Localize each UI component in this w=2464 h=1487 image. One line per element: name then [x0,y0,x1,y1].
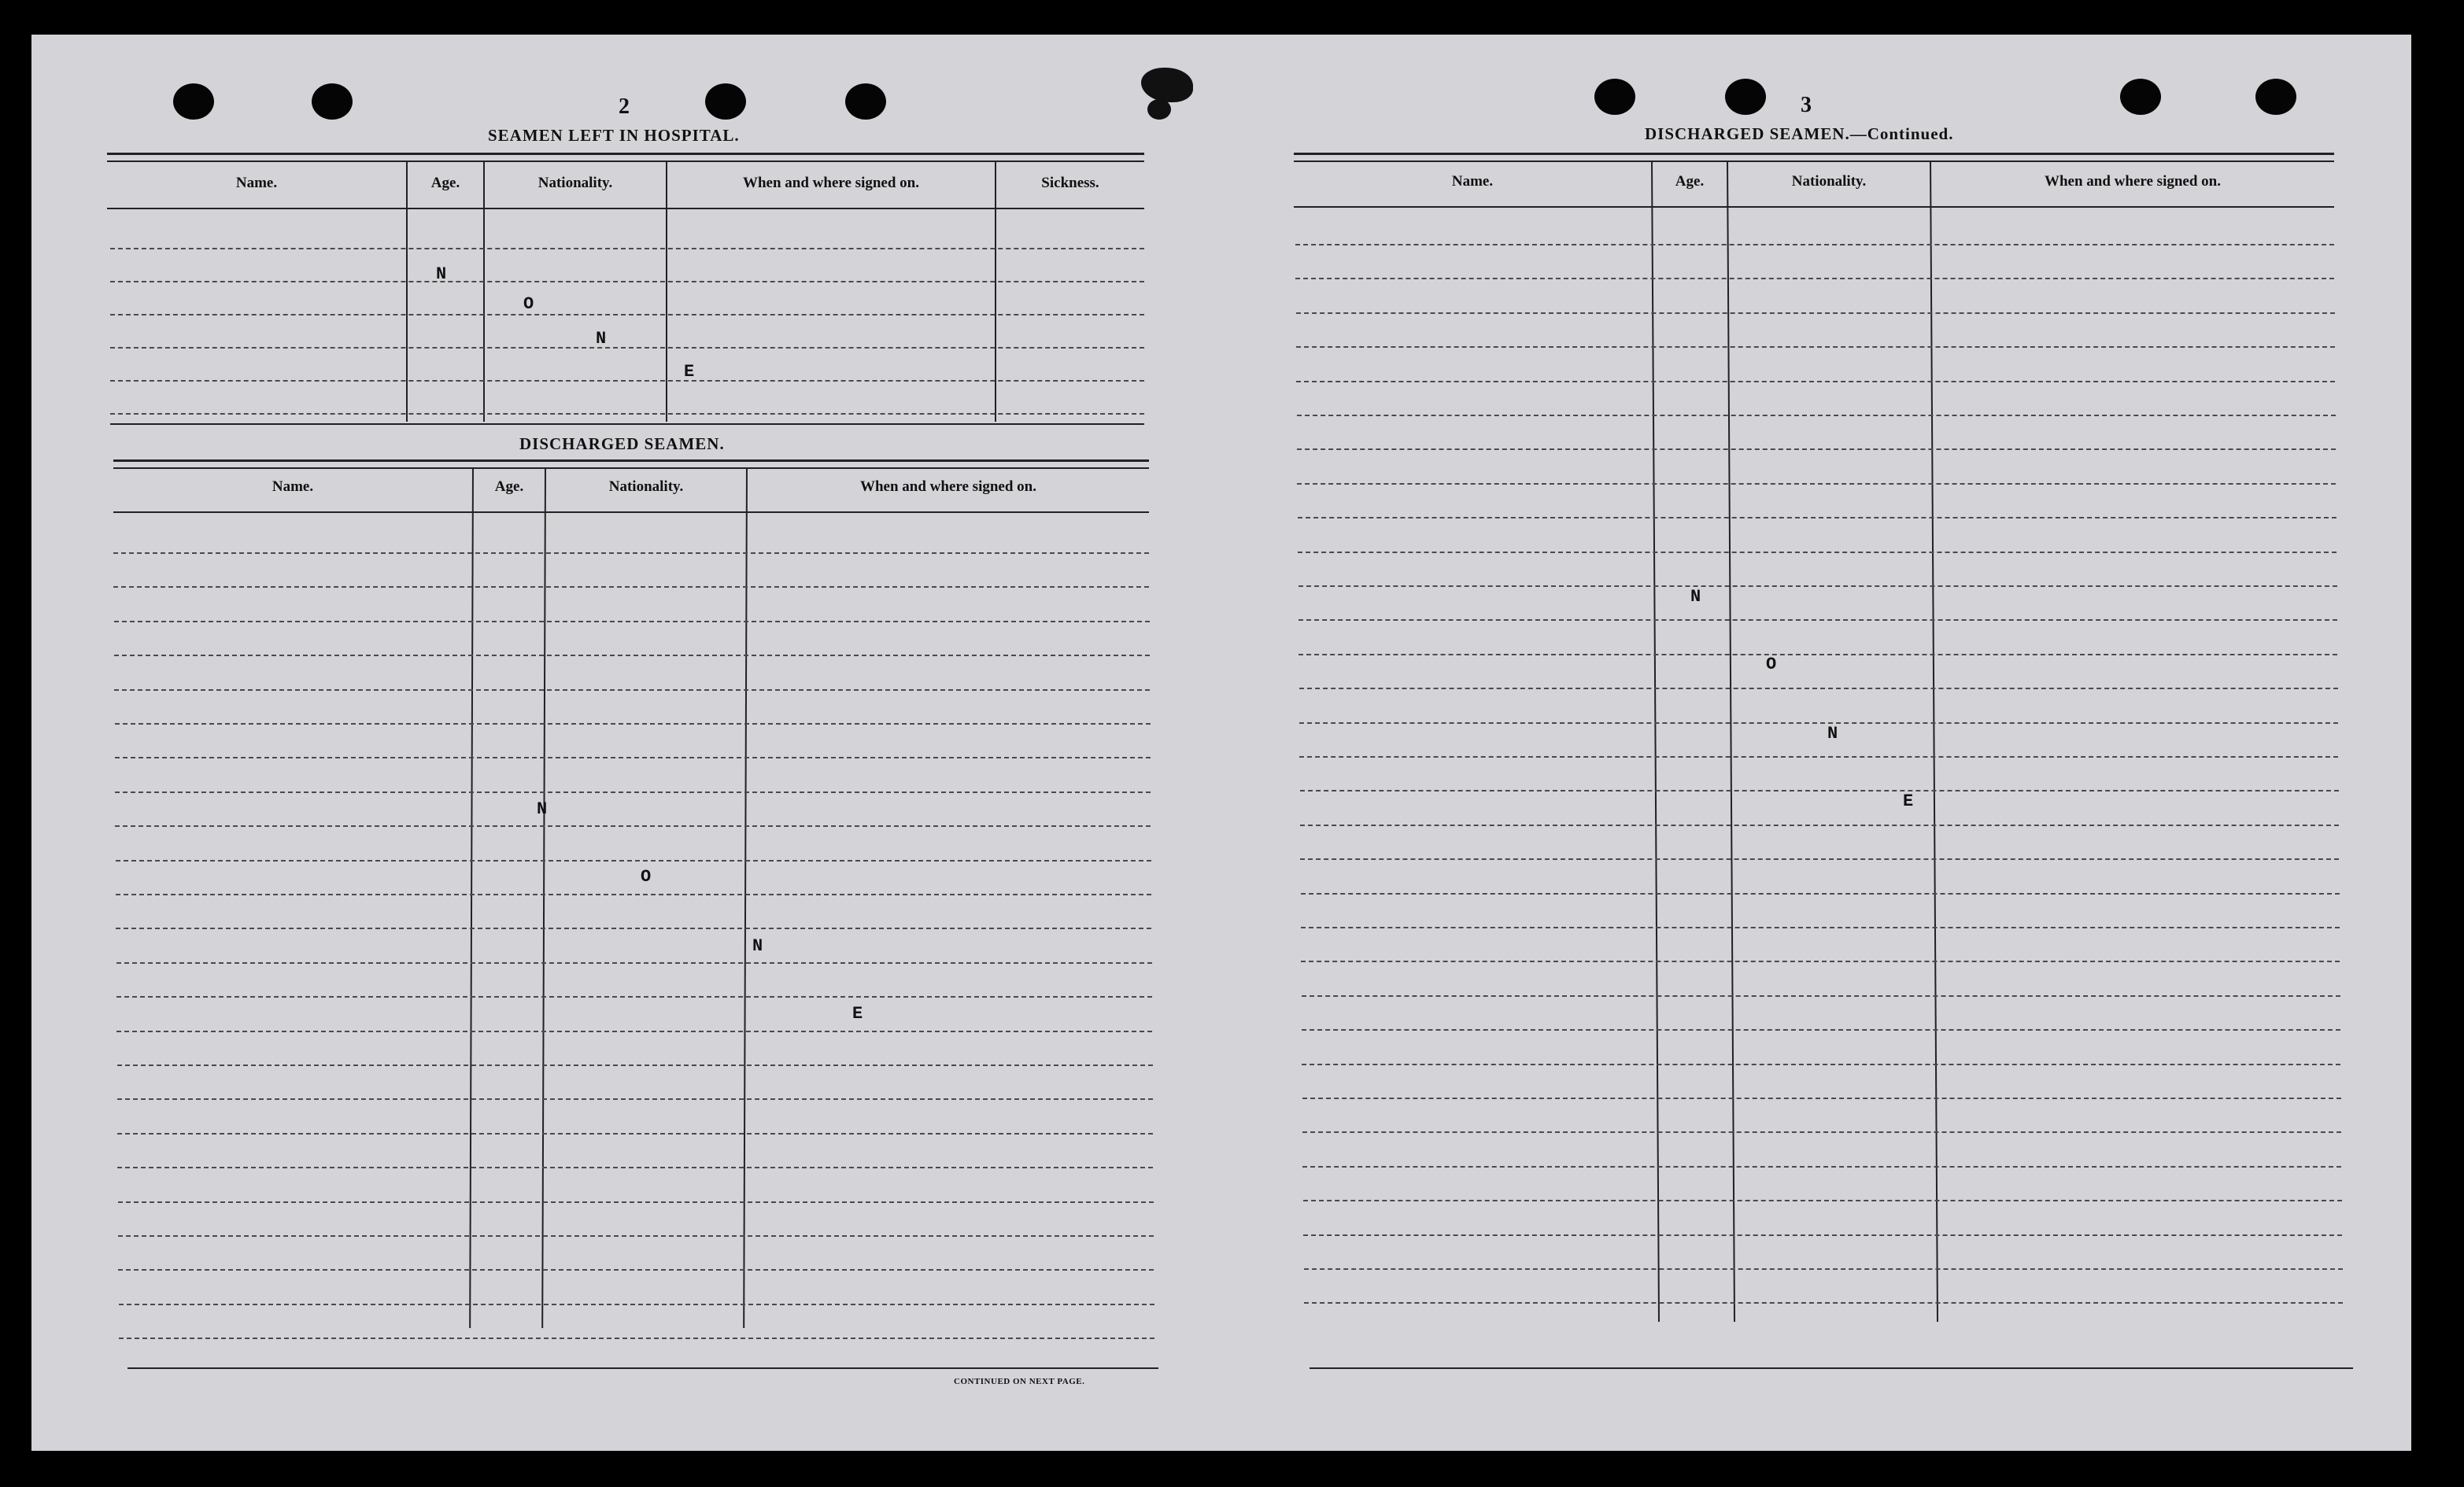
table-top-rule [1294,153,2334,162]
entry-line [118,1201,1154,1203]
entry-line [1297,483,2336,485]
typed-entry-letter: N [1827,724,1838,744]
column-divider [995,161,996,422]
binding-hole [705,83,746,120]
header-rule [113,511,1149,513]
binding-hole [1725,79,1766,115]
entry-line [1299,756,2338,758]
column-header-signed-on: When and where signed on. [742,175,919,191]
entry-line [119,1338,1154,1339]
column-divider [541,467,546,1328]
entry-line [110,380,1144,382]
section-rule [110,423,1144,425]
entry-line [1298,585,2337,587]
column-header-signed-on: When and where signed on. [2044,173,2221,190]
table-bottom-rule [1310,1367,2353,1369]
entry-line [1299,688,2338,689]
entry-line [1303,1234,2342,1236]
typed-entry-letter: N [436,264,447,284]
column-divider [743,467,748,1328]
typed-entry-letter: E [684,362,695,382]
entry-line [115,825,1151,827]
entry-line [1303,1200,2342,1201]
column-divider [1651,161,1660,1322]
column-header-sickness: Sickness. [1041,175,1099,191]
entry-line [1295,244,2334,245]
continued-note: CONTINUED ON NEXT PAGE. [954,1377,1085,1386]
page-number: 2 [619,94,630,119]
column-header-signed-on: When and where signed on. [859,478,1036,495]
binding-hole [845,83,886,120]
entry-line [110,413,1144,415]
header-rule [107,208,1144,209]
entry-line [1300,825,2339,826]
entry-line [110,248,1144,249]
column-divider [406,161,408,422]
binding-hole [173,83,214,120]
entry-line [116,860,1151,862]
entry-line [116,996,1152,998]
column-header-age: Age. [1675,173,1705,190]
typed-entry-letter: N [752,936,763,956]
binding-hole [1594,79,1635,115]
typed-entry-letter: O [523,294,534,314]
entry-line [1300,790,2339,791]
typed-entry-letter: O [1766,655,1777,674]
entry-line [116,962,1152,964]
entry-line [110,281,1144,282]
entry-line [1301,927,2340,928]
binding-hole [2255,79,2296,115]
entry-line [1302,1064,2340,1065]
column-header-age: Age. [430,175,460,191]
entry-line [1297,448,2336,450]
page-number: 3 [1801,93,1812,117]
entry-line [1296,381,2335,382]
entry-line [1301,893,2340,895]
entry-line [1296,346,2335,348]
table-bottom-rule [127,1367,1158,1369]
entry-line [1295,278,2334,279]
discharged-section-title: DISCHARGED SEAMEN. [519,434,725,453]
entry-line [1298,654,2337,655]
entry-line [1301,961,2340,962]
entry-line [118,1235,1154,1237]
column-header-nationality: Nationality. [537,175,613,191]
header-rule [1294,206,2334,208]
entry-line [1302,1029,2340,1031]
entry-line [1298,552,2337,553]
entry-line [117,1167,1153,1168]
entry-line [116,1031,1152,1032]
entry-line [1302,1098,2341,1099]
binding-hole [312,83,353,120]
typed-entry-letter: N [537,799,548,819]
column-header-name: Name. [235,175,278,191]
entry-line [1298,517,2337,518]
entry-line [110,314,1144,315]
table-top-rule [113,459,1149,469]
column-header-nationality: Nationality. [608,478,684,495]
entry-line [1299,722,2338,724]
binding-hole [2120,79,2161,115]
entry-line [113,586,1149,588]
column-divider [666,161,667,422]
column-header-name: Name. [272,478,314,495]
entry-line [116,928,1151,929]
table-top-rule [107,153,1144,162]
paper-tear [1141,68,1193,102]
entry-line [115,791,1151,793]
column-divider [469,467,474,1328]
entry-line [117,1098,1153,1100]
entry-line [1298,619,2337,621]
typed-entry-letter: E [852,1004,863,1024]
entry-line [117,1133,1153,1135]
entry-line [1302,1166,2341,1168]
entry-line [114,689,1150,691]
entry-line [1300,858,2339,860]
column-divider [483,161,485,422]
entry-line [1304,1302,2343,1304]
entry-line [114,655,1150,656]
entry-line [116,894,1151,895]
discharged-continued-title: DISCHARGED SEAMEN.—Continued. [1645,124,1954,143]
column-header-nationality: Nationality. [1791,173,1867,190]
entry-line [115,723,1151,725]
hospital-section-title: SEAMEN LEFT IN HOSPITAL. [488,126,740,145]
entry-line [118,1269,1154,1271]
entry-line [1302,995,2340,997]
entry-line [1302,1131,2341,1133]
typed-entry-letter: O [641,867,652,887]
column-header-age: Age. [494,478,524,495]
entry-line [1304,1268,2343,1270]
typed-entry-letter: E [1903,791,1914,811]
entry-line [115,757,1151,758]
entry-line [1297,415,2336,416]
typed-entry-letter: N [1690,587,1701,607]
entry-line [119,1304,1154,1305]
entry-line [113,552,1149,554]
entry-line [117,1065,1153,1066]
entry-line [114,621,1150,622]
ledger-spread [31,35,2411,1451]
column-divider [1727,161,1735,1322]
typed-entry-letter: N [596,329,607,349]
entry-line [110,347,1144,349]
paper-tear [1147,99,1171,120]
column-divider [1930,161,1938,1322]
entry-line [1296,312,2335,314]
column-header-name: Name. [1451,173,1494,190]
